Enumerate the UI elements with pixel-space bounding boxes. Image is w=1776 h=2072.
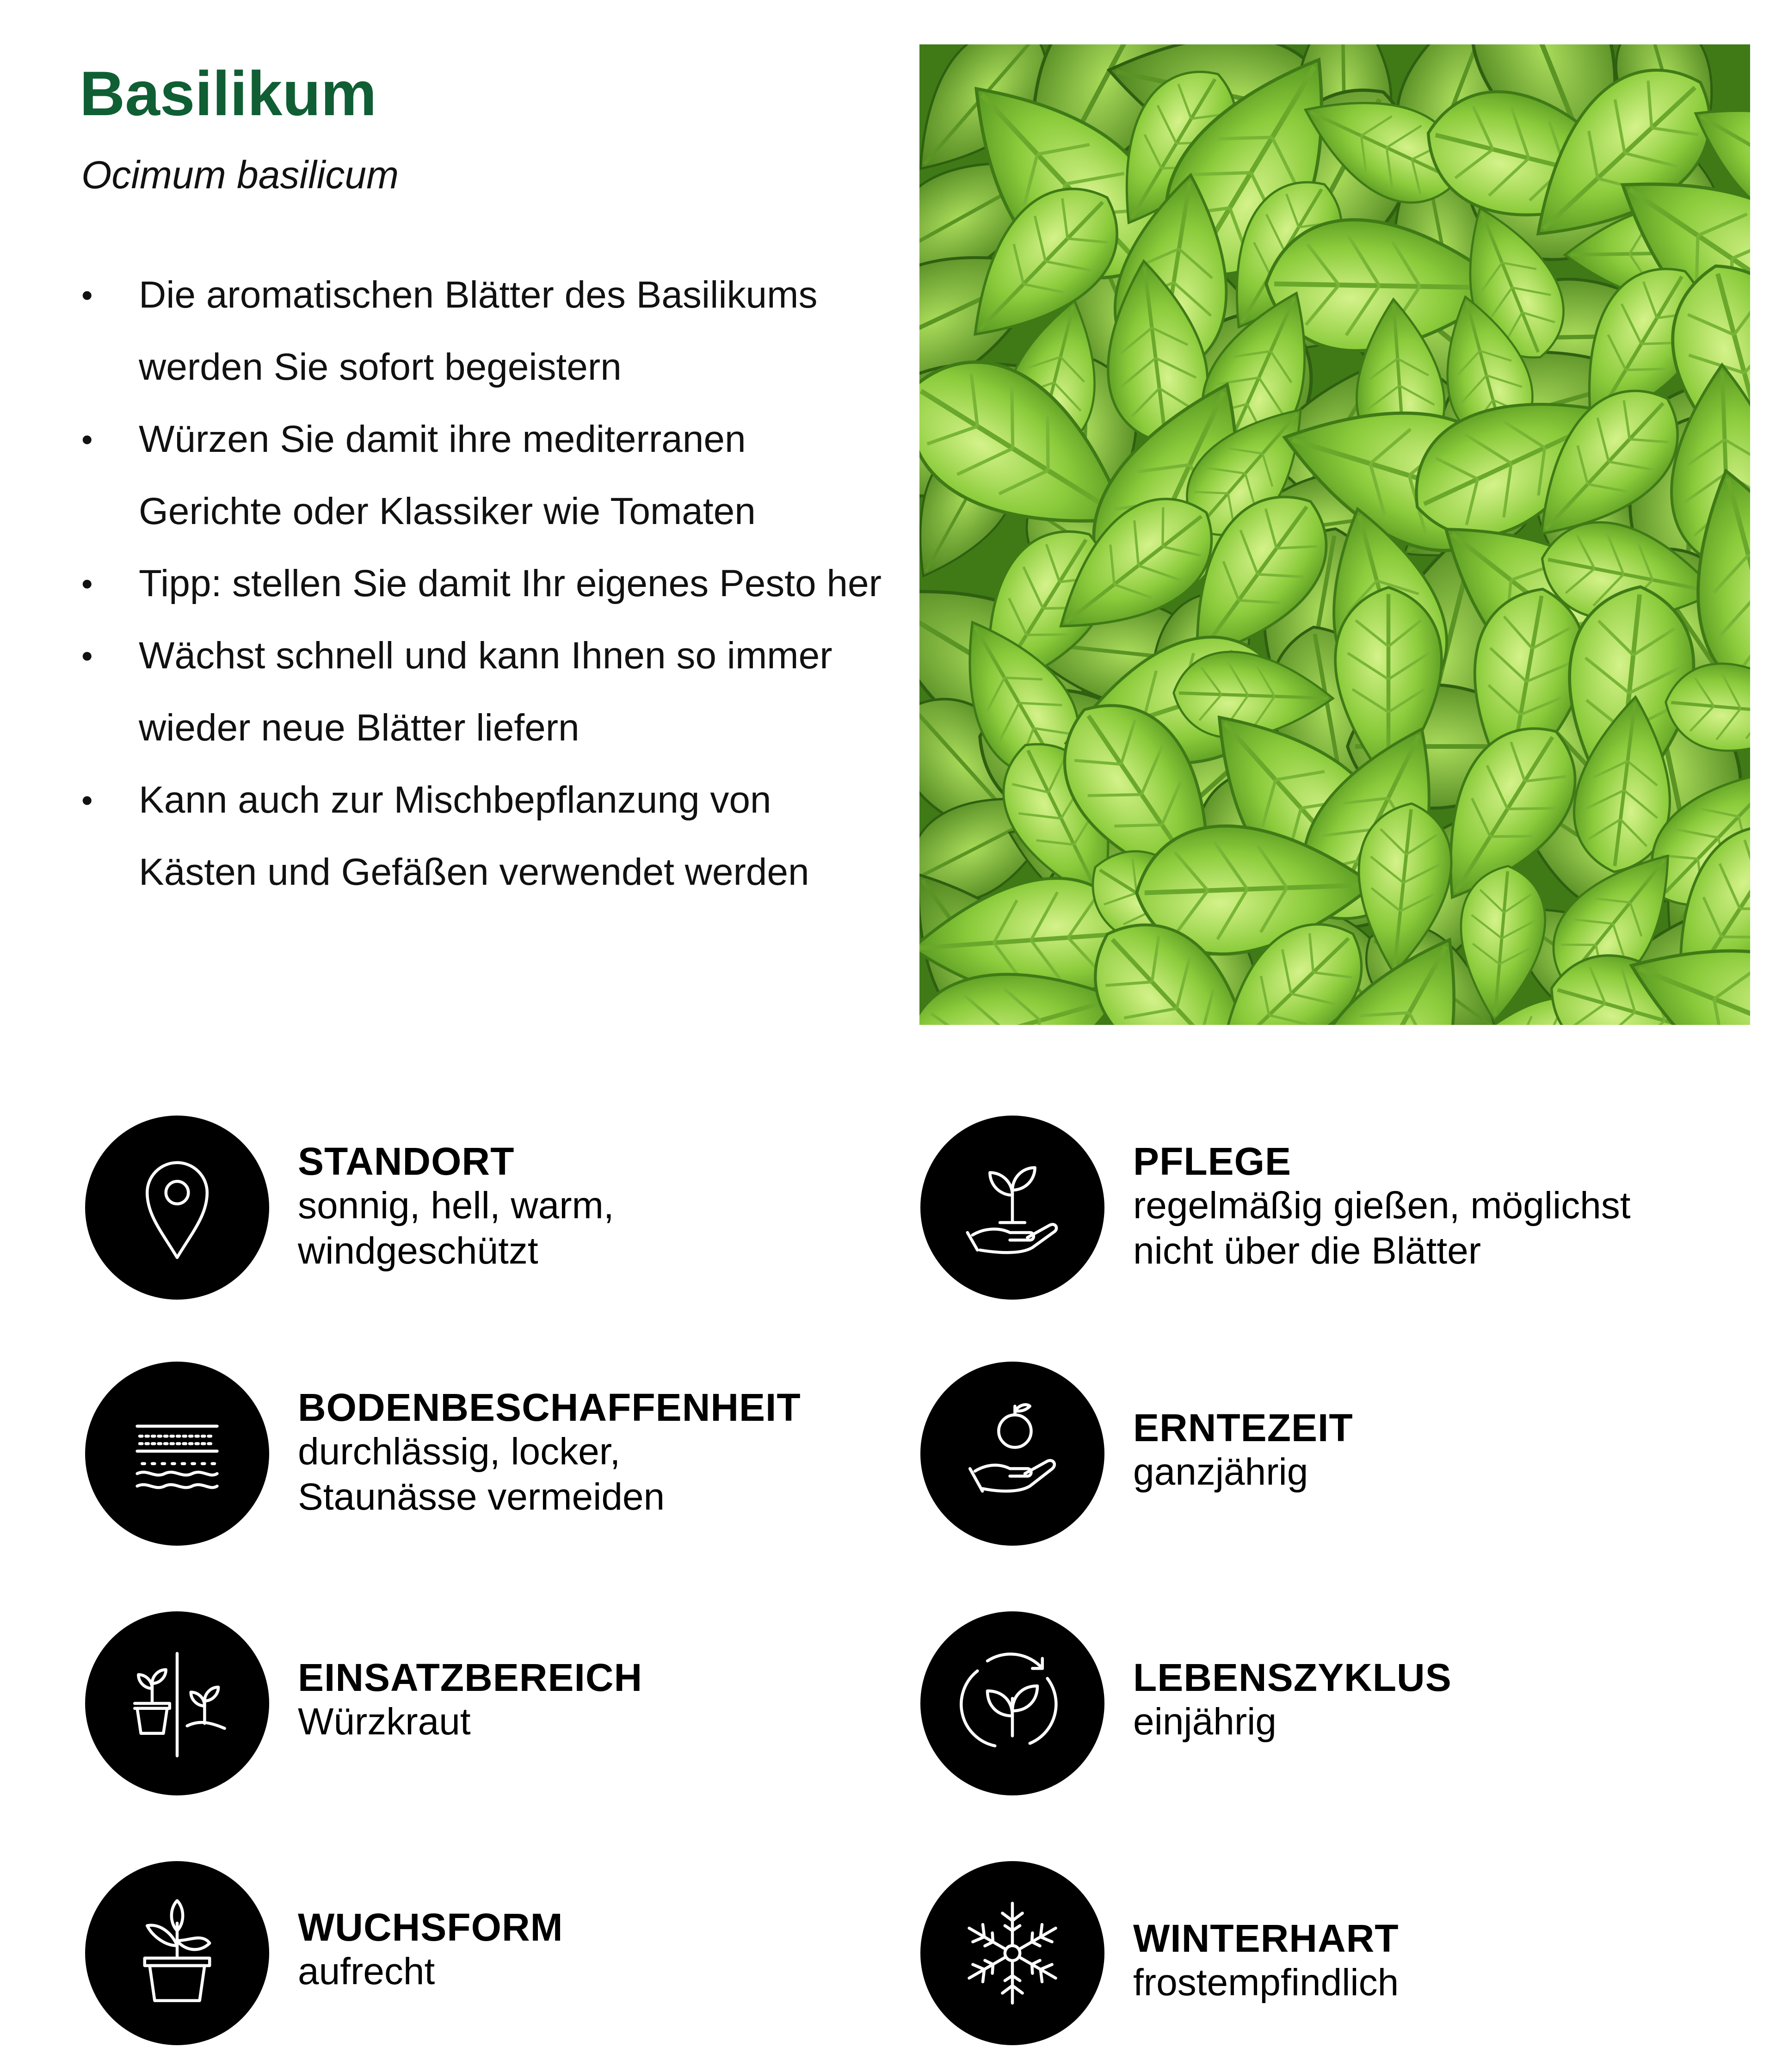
bullet-dot: • <box>81 782 93 818</box>
feature-standort <box>85 1116 899 1310</box>
feature-heading: WINTERHART <box>1133 1917 1399 1960</box>
bullet-text: Kann auch zur Mischbepflanzung von Kästen und Gefäßen verwendet werden <box>139 779 809 893</box>
feature-icon-circle <box>85 1611 269 1795</box>
feature-icon-circle <box>920 1861 1104 2045</box>
bullet-item <box>81 259 895 403</box>
feature-heading: WUCHSFORM <box>298 1906 563 1949</box>
feature-heading: EINSATZBEREICH <box>298 1656 643 1699</box>
location-pin-icon <box>115 1145 240 1270</box>
feature-lebenszyklus <box>920 1611 1734 1806</box>
feature-bullet-list <box>81 259 895 908</box>
feature-value-line: frostempfindlich <box>1133 1961 1399 2004</box>
feature-value-line: regelmäßig gießen, möglichst <box>1133 1184 1631 1227</box>
bullet-text: Würzen Sie damit ihre mediterranen Gerichte oder Klassiker wie Tomaten <box>139 418 756 532</box>
feature-value-line: einjährig <box>1133 1701 1276 1743</box>
feature-value-line: windgeschützt <box>298 1230 538 1272</box>
plant-cycle-icon <box>950 1641 1075 1766</box>
bullet-dot: • <box>81 566 93 602</box>
potted-plant-icon <box>115 1891 240 2016</box>
bullet-dot: • <box>81 277 93 313</box>
product-title: Basilikum <box>80 58 377 129</box>
harvest-fruit-in-hand-icon <box>950 1391 1075 1516</box>
bullet-item <box>81 620 895 764</box>
feature-wuchsform <box>85 1861 899 2055</box>
bullet-item <box>81 548 895 620</box>
feature-value-line: aufrecht <box>298 1950 435 1993</box>
product-latin-name: Ocimum basilicum <box>81 153 399 197</box>
feature-einsatzbereich <box>85 1611 899 1806</box>
bullet-dot: • <box>81 421 93 457</box>
feature-bodenbeschaffenheit <box>85 1362 899 1556</box>
feature-value-line: ganzjährig <box>1133 1451 1308 1493</box>
feature-heading: BODENBESCHAFFENHEIT <box>298 1386 801 1429</box>
bullet-text: Tipp: stellen Sie damit Ihr eigenes Pesto her <box>139 562 882 604</box>
pot-and-ground-plant-icon <box>115 1641 240 1766</box>
feature-erntezeit <box>920 1362 1734 1556</box>
feature-icon-circle <box>85 1362 269 1546</box>
feature-value-line: Würzkraut <box>298 1701 471 1743</box>
bullet-text: Die aromatischen Blätter des Basilikums werden Sie sofort begeistern <box>139 274 818 388</box>
bullet-dot: • <box>81 638 93 674</box>
feature-value-line: nicht über die Blätter <box>1133 1230 1481 1272</box>
soil-layers-icon <box>115 1391 240 1516</box>
feature-icon-circle <box>85 1861 269 2045</box>
feature-icon-circle <box>920 1116 1104 1300</box>
feature-icon-circle <box>920 1362 1104 1546</box>
feature-value-line: durchlässig, locker, <box>298 1431 621 1473</box>
feature-heading: STANDORT <box>298 1140 515 1183</box>
snowflake-icon <box>950 1891 1075 2016</box>
feature-winterhart <box>920 1861 1734 2055</box>
feature-icon-circle <box>85 1116 269 1300</box>
basil-leaves-illustration <box>919 44 1750 1025</box>
feature-pflege <box>920 1116 1734 1310</box>
seedling-in-hand-icon <box>950 1145 1075 1270</box>
feature-value-line: Staunässe vermeiden <box>298 1476 665 1518</box>
bullet-text: Wächst schnell und kann Ihnen so immer wieder neue Blätter liefern <box>139 635 832 749</box>
basil-leaves-photo <box>919 44 1750 1025</box>
feature-heading: PFLEGE <box>1133 1140 1292 1183</box>
feature-value-line: sonnig, hell, warm, <box>298 1184 614 1227</box>
feature-icon-circle <box>920 1611 1104 1795</box>
bullet-item <box>81 403 895 548</box>
bullet-item <box>81 764 895 908</box>
feature-heading: ERNTEZEIT <box>1133 1406 1353 1449</box>
feature-heading: LEBENSZYKLUS <box>1133 1656 1452 1699</box>
